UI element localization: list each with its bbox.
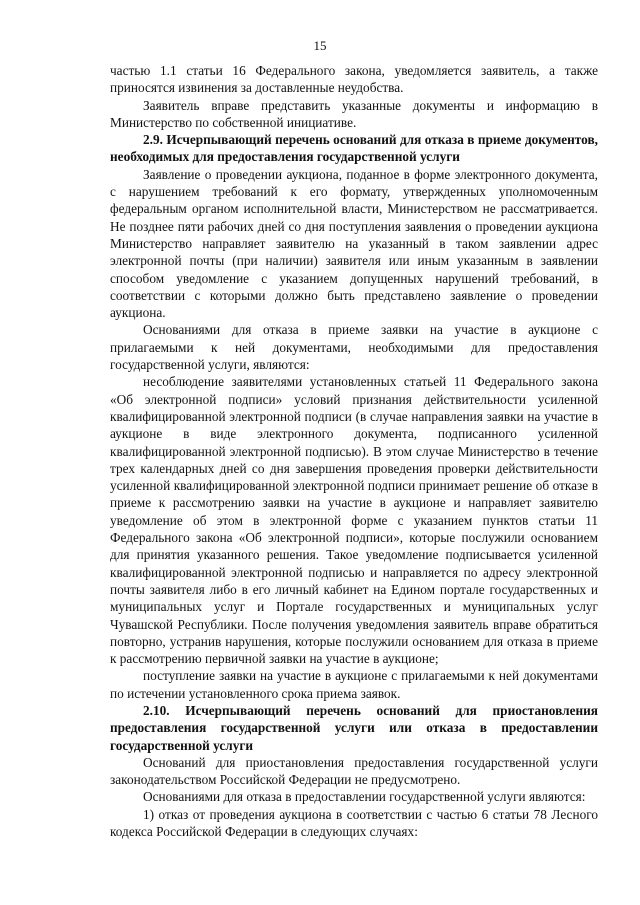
paragraph-continuation: частью 1.1 статьи 16 Федерального закона, уведомляется заявитель, а также приносятся извинения за доставленные неудобства. bbox=[110, 63, 598, 96]
paragraph-signature-noncompliance: несоблюдение заявителями установленных статьей 11 Федерального закона «Об электронной подписи» условий признания действительности усиленной квалифицированной электронной подписи (в случае направления заявки на участие в аукционе в виде электронного документа, подписанного усиленной квалифицированной электронной подписью). В этом случае Министерство в течение трех календарных дней со дня завершения проведения проверки действительности усиленной квалифицированной электронной подписи принимает решение об отказе в приеме к рассмотрению заявки на участие в аукционе и направляет заявителю уведомление об этом в электронной форме с указанием пунктов статьи 11 Федерального закона «Об электронной подписи», которые послужили основанием для принятия указанного решения. Такое уведомление подписывается усиленной квалифицированной электронной подписью и направляется по адресу электронной почты заявителя либо в его личный кабинет на Едином портале государственных и муниципальных услуг и Портале государственных и муниципальных услуг Чувашской Республики. После получения уведомления заявитель вправе обратиться повторно, устранив нарушения, которые послужили основанием для отказа в приеме к рассмотрению первичной заявки на участие в аукционе; bbox=[110, 374, 598, 667]
paragraph-initiative: Заявитель вправе представить указанные документы и информацию в Министерство по собственной инициативе. bbox=[110, 97, 598, 130]
paragraph-no-suspension: Оснований для приостановления предоставления государственной услуги законодательством Российской Федерации не предусмотрено. bbox=[110, 754, 598, 788]
paragraph-service-refusal: Основаниями для отказа в предоставлении государственной услуги являются: bbox=[143, 789, 586, 805]
list-item-1: 1) отказ от проведения аукциона в соответствии с частью 6 статьи 78 Лесного кодекса Российской Федерации в следующих случаях: bbox=[110, 806, 598, 840]
page-body bbox=[110, 62, 598, 840]
paragraph-application-format: Заявление о проведении аукциона, поданное в форме электронного документа, с нарушением требований к его формату, утвержденных уполномоченным федеральным органом исполнительной власти, Министерством не рассматривается. Не позднее пяти рабочих дней со дня поступления заявления о проведении аукциона Министерство направляет заявителю на указанный в таком заявлении адрес электронной почты (при наличии) заявителя или иным указанным в заявлении способом уведомление с указанием допущенных нарушений требований, в соответствии с которыми должно быть представлено заявление о проведении аукциона. bbox=[110, 166, 598, 321]
page-number: 15 bbox=[313, 38, 327, 53]
paragraph-late-submission: поступление заявки на участие в аукционе с прилагаемыми к ней документами по истечении установленного срока приема заявок. bbox=[110, 668, 598, 701]
paragraph-refusal-grounds: Основаниями для отказа в приеме заявки на участие в аукционе с прилагаемыми к ней документами, необходимыми для предоставления государственной услуги, являются: bbox=[110, 322, 598, 373]
section-heading-2-9: 2.9. Исчерпывающий перечень оснований для отказа в приеме документов, необходимых для предоставления государственной услуги bbox=[110, 132, 598, 165]
section-heading-2-10: 2.10. Исчерпывающий перечень оснований для приостановления предоставления государственной услуги или отказа в предоставлении государственной услуги bbox=[110, 702, 598, 753]
